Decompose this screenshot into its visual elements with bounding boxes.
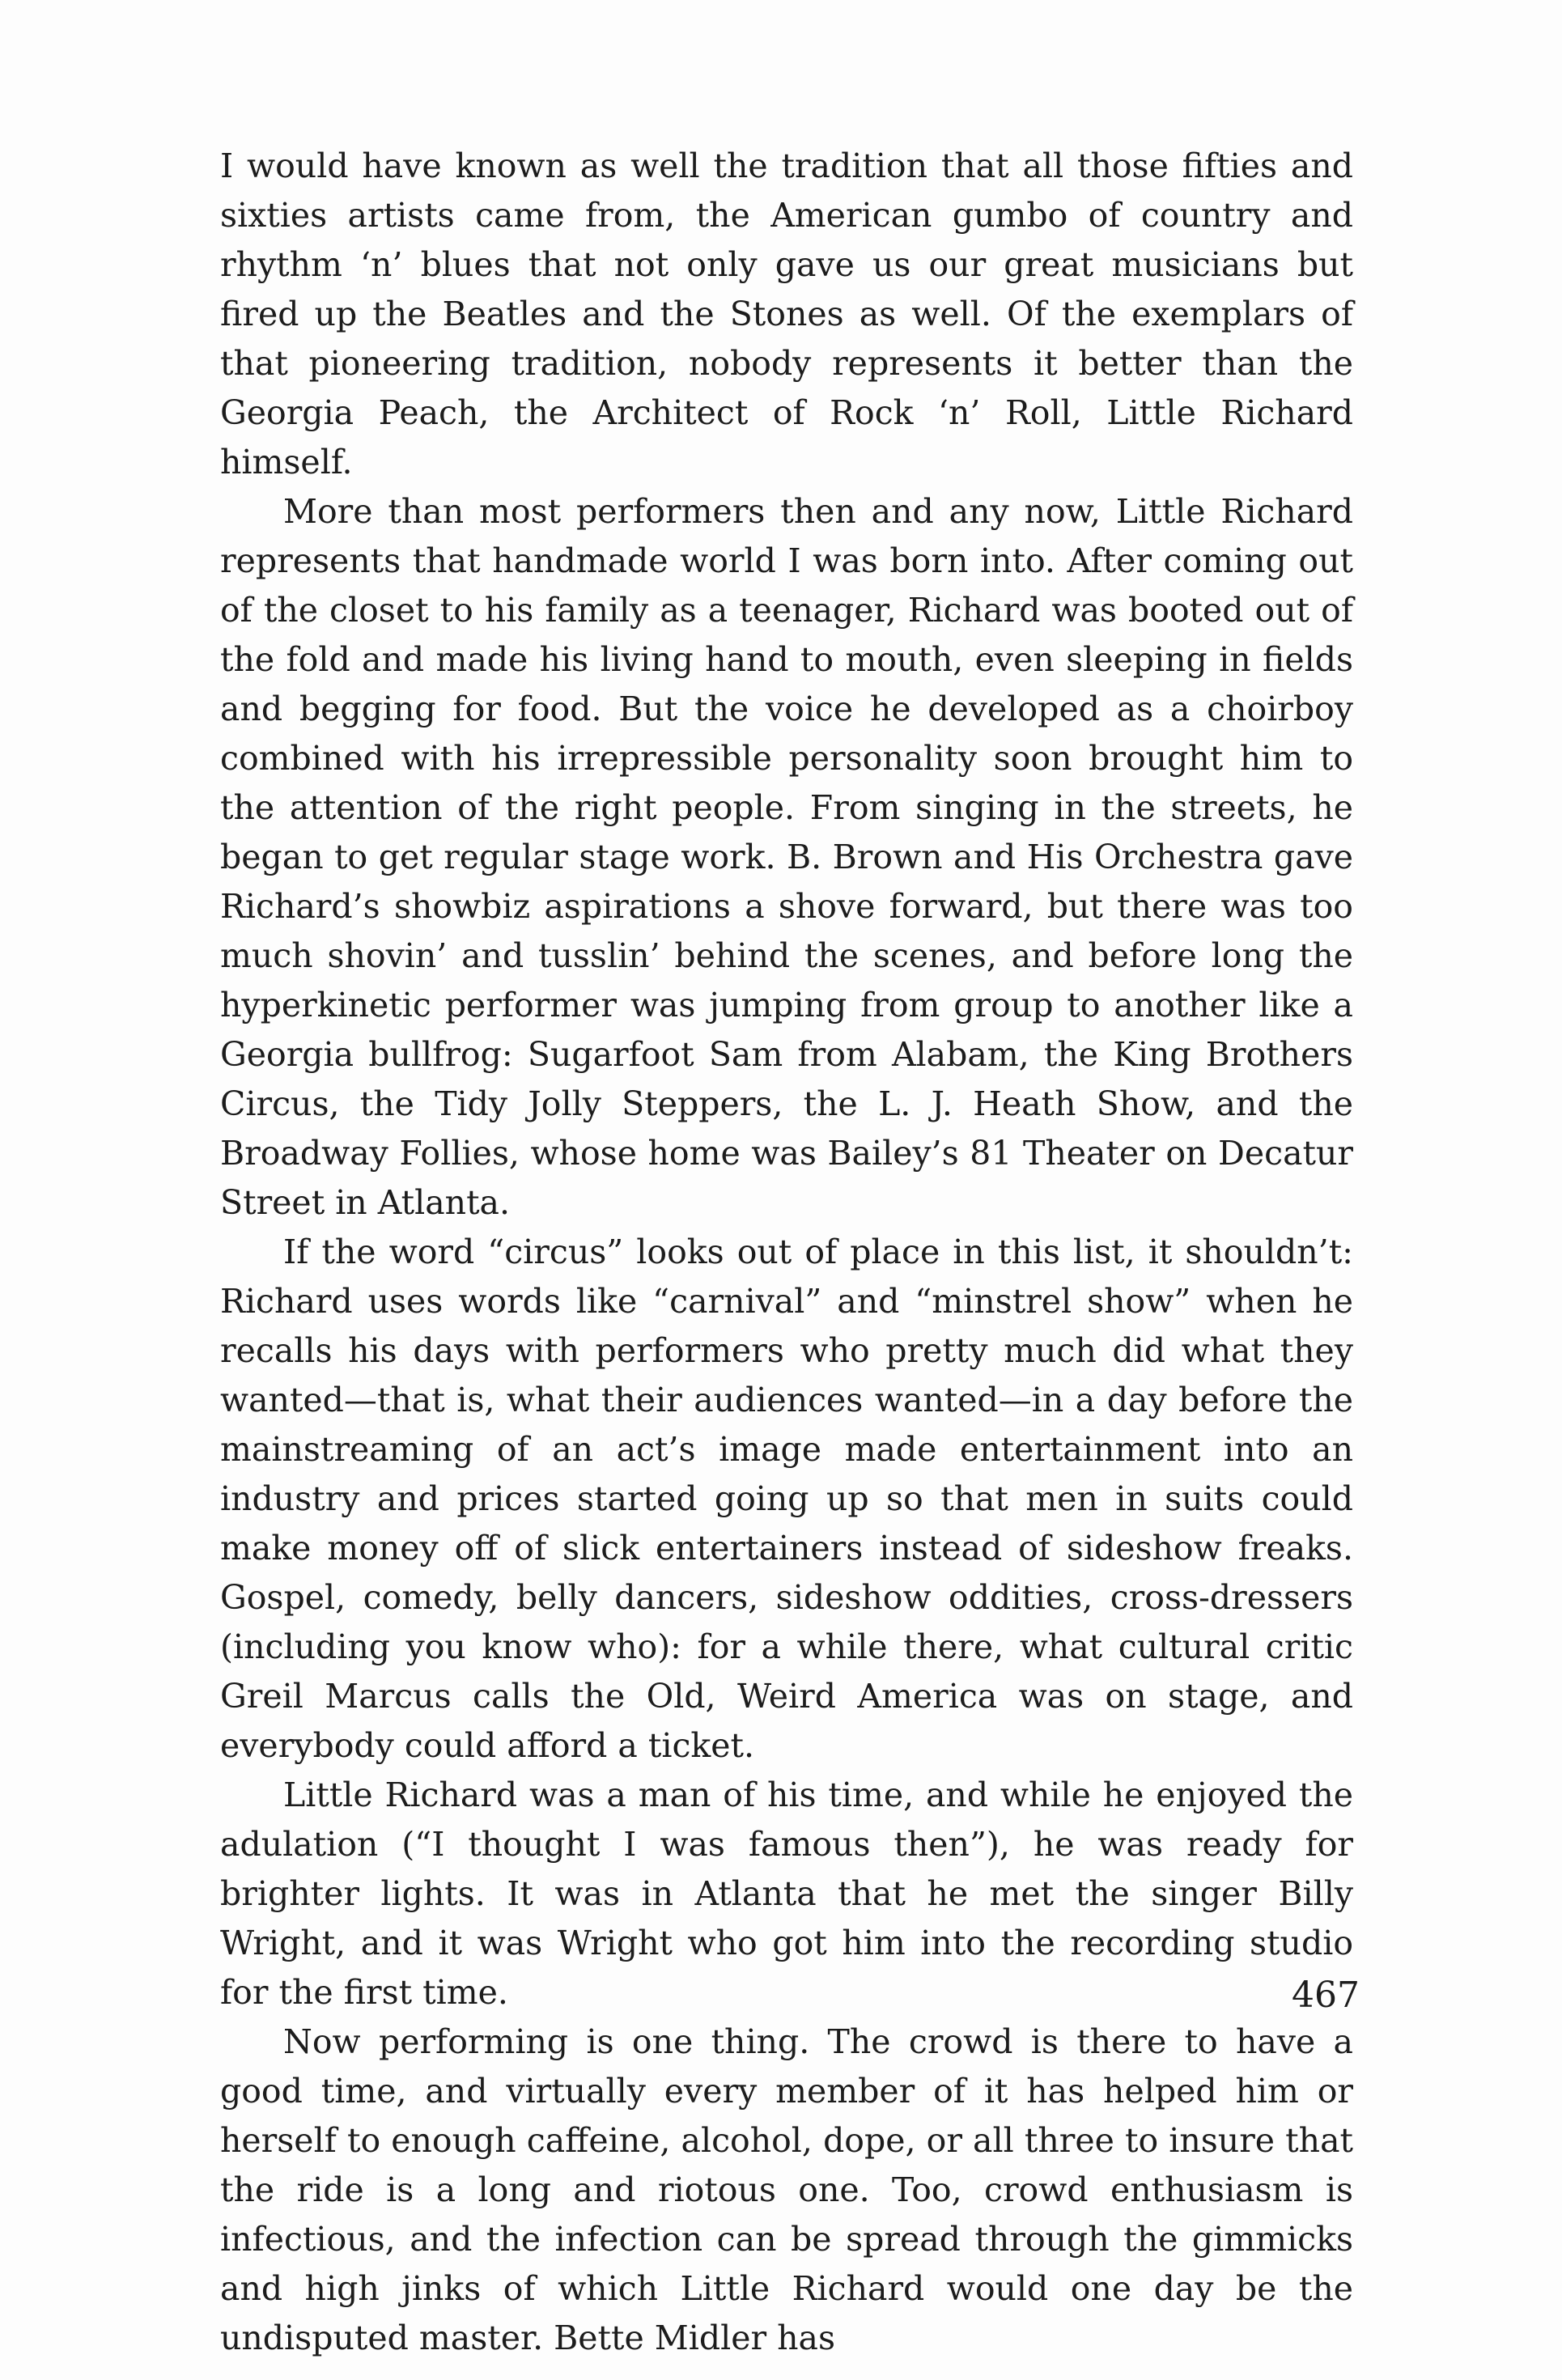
paragraph: Little Richard was a man of his time, and while he enjoyed the adulation (“I thought I was famous then”), he was ready for brighter lights. It was in Atlanta that he met the singer Billy Wright, and it was Wright who got him into the recording studio for the first time.	[220, 1775, 1353, 2012]
paragraph: Now performing is one thing. The crowd is there to have a good time, and virtually every member of it has helped him or herself to enough caffeine, alcohol, dope, or all three to insure that the ride is a long and riotous one. Too, crowd enthusiasm is infectious, and the infection can be spread through the gimmicks and high jinks of which Little Richard would one day be the undisputed master. Bette Midler has	[220, 2022, 1353, 2357]
page-number: 467	[1292, 1975, 1360, 2016]
paragraph: More than most performers then and any now, Little Richard represents that handmade world I was born into. After coming out of the closet to his family as a teenager, Richard was booted out of the fold and made his living hand to mouth, even sleeping in fields and begging for food. But the voice he developed as a choirboy combined with his irrepressible personality soon brought him to the attention of the right people. From singing in the streets, he began to get regular stage work. B. Brown and His Orchestra gave Richard’s showbiz aspirations a shove forward, but there was too much shovin’ and tusslin’ behind the scenes, and before long the hyperkinetic performer was jumping from group to another like a Georgia bullfrog: Sugarfoot Sam from Alabam, the King Brothers Circus, the Tidy Jolly Steppers, the L. J. Heath Show, and the Broadway Follies, whose home was Bailey’s 81 Theater on Decatur Street in Atlanta.	[220, 492, 1353, 1222]
paragraph: I would have known as well the tradition that all those fifties and sixties artists came from, the American gumbo of country and rhythm ‘n’ blues that not only gave us our great musicians but fired up the Beatles and the Stones as well. Of the exemplars of that pioneering tradition, nobody represents it better than the Georgia Peach, the Architect of Rock ‘n’ Roll, Little Richard himself.	[220, 146, 1353, 482]
body-text	[220, 142, 1353, 2363]
paragraph: If the word “circus” looks out of place in this list, it shouldn’t: Richard uses words like “carnival” and “minstrel show” when he recalls his days with performers who pretty much did what they wanted—that is, what their audiences wanted—in a day before the mainstreaming of an act’s image made entertainment into an industry and prices started going up so that men in suits could make money off of slick entertainers instead of sideshow freaks. Gospel, comedy, belly dancers, sideshow oddities, cross-dressers (including you know who): for a while there, what cultural critic Greil Marcus calls the Old, Weird America was on stage, and everybody could afford a ticket.	[220, 1232, 1353, 1765]
